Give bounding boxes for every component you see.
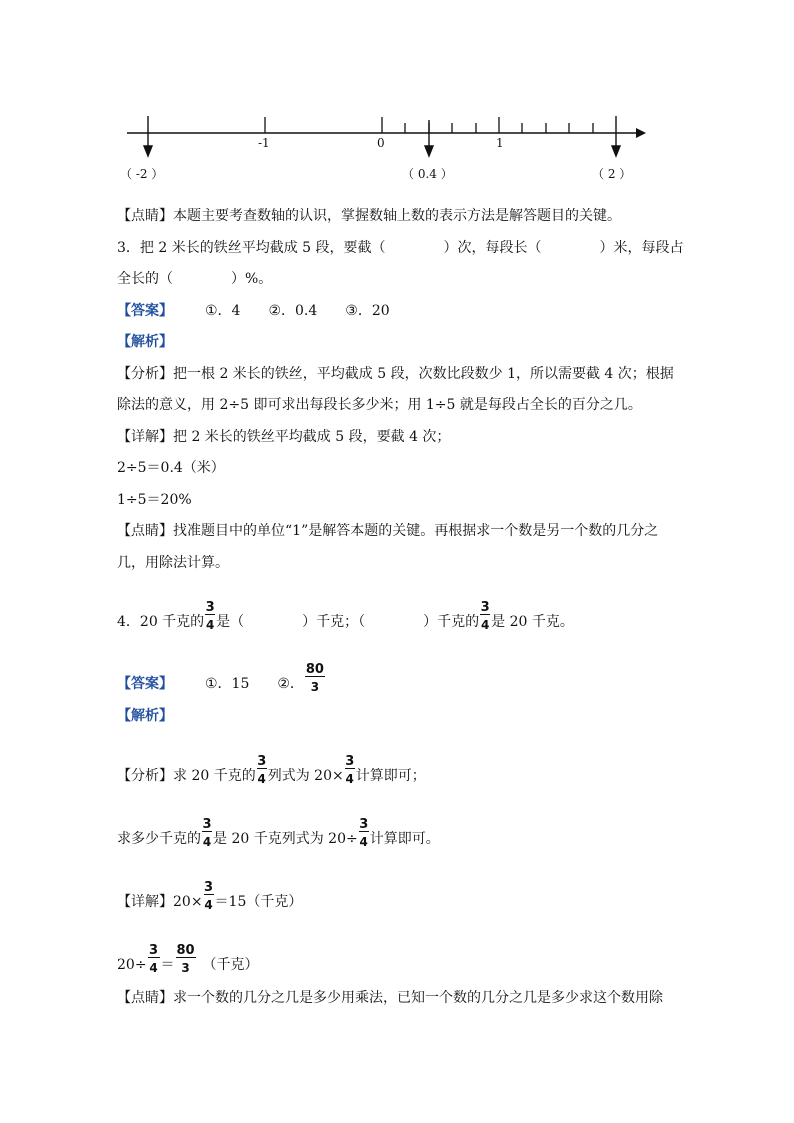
question-3-line-1: 3．把 2 米长的铁丝平均截成 5 段，要截（ ）次，每段长（ ）米，每段占 [117,240,684,256]
fraction-3-4: $\frac{3}{4}$ [204,880,214,912]
fraction-80-3: $\frac{80}{3}$ [176,943,195,975]
tick-label: 0 [377,136,385,150]
arrow-label: （ 2 ） [592,167,632,181]
fraction-3-4: $\frac{3}{4}$ [359,817,369,849]
analysis-4-line-2: 求多少千克的 $\frac{3}{4}$ 是 20 千克列式为 20÷ $\frac{3}{4}$ 计算即可。 [117,817,440,849]
jiexi-4: 【解析】 [117,708,173,724]
arrow-label: （ -2 ） [120,167,164,181]
answer-4: 【答案】 ①．15 ②． $\frac{80}{3}$ [117,662,324,694]
fraction-3-4: $\frac{3}{4}$ [257,754,267,786]
tick-label: 1 [496,136,504,150]
dianjing-3-line-2: 几，用除法计算。 [117,555,229,571]
fraction-3-4: $\frac{3}{4}$ [480,600,490,632]
axis-arrowhead [636,128,646,138]
analysis-3-line-2: 除法的意义，用 2÷5 即可求出每段长多少米；用 1÷5 就是每段占全长的百分之几。 [117,397,642,413]
fraction-3-4: $\frac{3}{4}$ [205,600,215,632]
fraction-3-4: $\frac{3}{4}$ [345,754,355,786]
detail-3-line-2: 2÷5＝0.4（米） [117,460,225,476]
fraction-3-4: $\frac{3}{4}$ [202,817,212,849]
jiexi-3: 【解析】 [117,334,173,350]
detail-3-line-1: 【详解】把 2 米长的铁丝平均截成 5 段，要截 4 次； [117,429,451,445]
detail-4-line-2: 20÷ $\frac{3}{4}$ ＝ $\frac{80}{3}$ （千克） [117,943,259,975]
analysis-3-line-1: 【分析】把一根 2 米长的铁丝，平均截成 5 段，次数比段数少 1，所以需要截 4 次；根据 [117,366,674,382]
answer-3: 【答案】 ①．4 ②．0.4 ③．20 [117,303,390,319]
detail-3-line-3: 1÷5＝20% [117,492,192,508]
analysis-4-line-1: 【分析】求 20 千克的 $\frac{3}{4}$ 列式为 20× $\frac{3}{4}$ 计算即可； [117,754,426,786]
question-3-line-2: 全长的（ ）%。 [117,271,273,287]
tick-label: -1 [258,136,270,150]
arrow-label: （ 0.4 ） [402,167,453,181]
dianjing-line: 【点睛】本题主要考查数轴的认识，掌握数轴上数的表示方法是解答题目的关键。 [117,208,621,224]
question-4: 4．20 千克的 $\frac{3}{4}$ 是（ ）千克；（ ）千克的 $\frac{3}{4}$ 是 20 千克。 [117,600,574,632]
dianjing-3-line-1: 【点睛】找准题目中的单位“1”是解答本题的关键。再根据求一个数是另一个数的几分之 [117,523,659,539]
fraction-80-3: $\frac{80}{3}$ [305,662,324,694]
fraction-3-4: $\frac{3}{4}$ [149,943,159,975]
detail-4-line-1: 【详解】20× $\frac{3}{4}$ ＝15（千克） [117,880,303,912]
dianjing-4-line-1: 【点睛】求一个数的几分之几是多少用乘法，已知一个数的几分之几是多少求这个数用除 [117,990,663,1006]
